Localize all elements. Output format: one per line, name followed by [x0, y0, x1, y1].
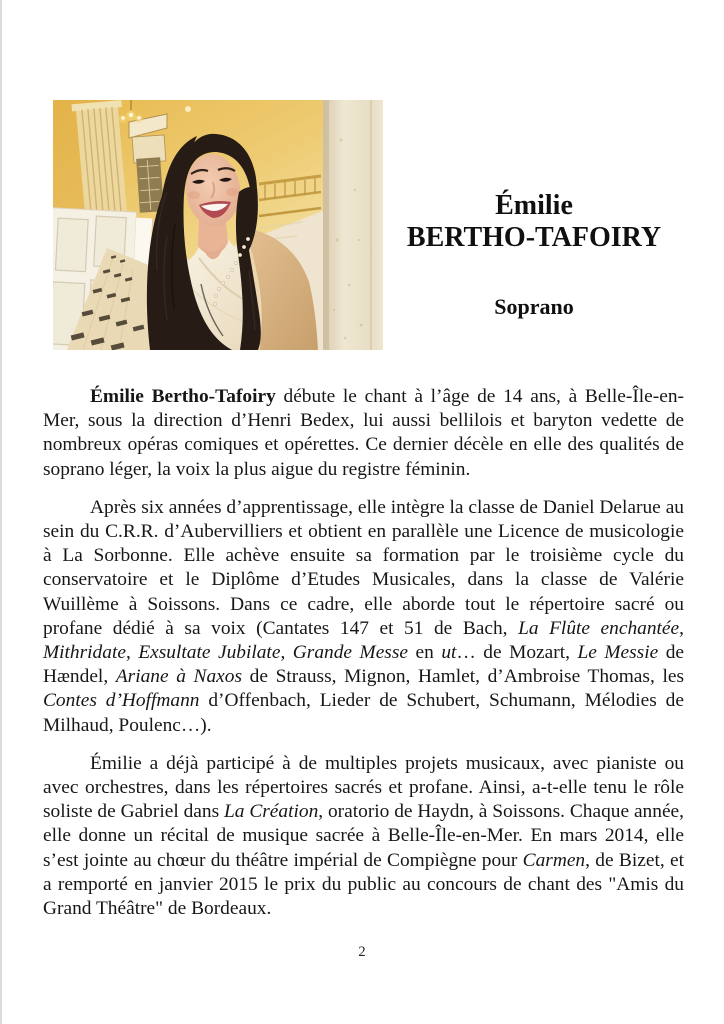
text-run: Exsultate Jubilate [138, 642, 281, 664]
text-run: Ariane à Naxos [115, 666, 243, 688]
text-run: d’Offenbach, Lieder de Schubert, Schumann, Mélodies de Milhaud, Poulenc…). [43, 690, 684, 736]
portrait-photo [53, 100, 383, 350]
bio-paragraph [43, 496, 684, 738]
text-run: en [408, 642, 442, 664]
text-run: , [125, 642, 139, 664]
artist-first-name: Émilie [495, 190, 573, 221]
text-run: , oratorio de Haydn, à Soissons. Chaque année, elle donne un récital de musique sacrée à Belle-Île-en-Mer. En mars 2014, elle s’est jointe au chœur du théâtre impérial de Compiègne pour [43, 801, 685, 871]
bio-paragraph [43, 385, 684, 482]
text-run: , de Bizet, et a remporté en janvier 2015 le prix du public au concours de chant des "Amis du Grand Théâtre" de Bordeaux. [43, 849, 684, 920]
text-run: Carmen [522, 849, 586, 871]
text-run: Contes d’Hoffmann [43, 690, 200, 712]
text-run: de Strauss, Mignon, Hamlet, d’Ambroise Thomas, les [242, 666, 684, 688]
scan-edge-artifact [0, 0, 2, 1024]
text-run: de Hændel, [43, 642, 685, 688]
text-run: Émilie Bertho-Tafoiry [90, 386, 276, 407]
text-run: Grande Messe [292, 642, 408, 664]
text-run: Mithridate [43, 642, 126, 664]
page-title [381, 190, 687, 254]
portrait-photo-illustration [53, 100, 383, 350]
text-run: Émilie a déjà participé à de multiples projets musicaux, avec pianiste ou avec orchestres, dans les répertoires sacrés et profane. Ainsi, a-t-elle tenu le rôle soliste de Gabriel dans [43, 752, 684, 823]
text-run: La Flûte enchantée [518, 617, 680, 639]
biography [43, 385, 684, 935]
text-run: La Création [223, 801, 319, 823]
text-run: , [679, 617, 684, 639]
text-run: , [280, 642, 293, 664]
text-run: Le Messie [577, 642, 659, 664]
text-run: Après six années d’apprentissage, elle intègre la classe de Daniel Delarue au sein du C.R.R. d’Aubervilliers et obtient en parallèle une Licence de musicologie à La Sorbonne. Elle achève ensuite sa formation par le troisième cycle du conservatoire et le Diplôme d’Etudes Musicales, dans la classe de Valérie Wuillème à Soissons. Dans ce cadre, elle aborde tout le répertoire sacré ou profane dédié à sa voix (Cantates 147 et 51 de Bach, [43, 496, 684, 639]
page-number: 2 [358, 944, 366, 960]
text-run: … de Mozart, [456, 642, 578, 664]
text-run: débute le chant à l’âge de 14 ans, à Belle-Île-en-Mer, sous la direction d’Henri Bedex, lui aussi bellilois et baryton vedette de nombreux opéras comiques et opérettes. Ce dernier décèle en elle des qualités de soprano léger, la voix la plus aigue du registre féminin. [43, 386, 684, 480]
bio-paragraph [43, 752, 684, 921]
text-run: ut [441, 642, 457, 664]
voice-type-subtitle: Soprano [494, 294, 574, 319]
artist-last-name: BERTHO-TAFOIRY [406, 222, 662, 253]
